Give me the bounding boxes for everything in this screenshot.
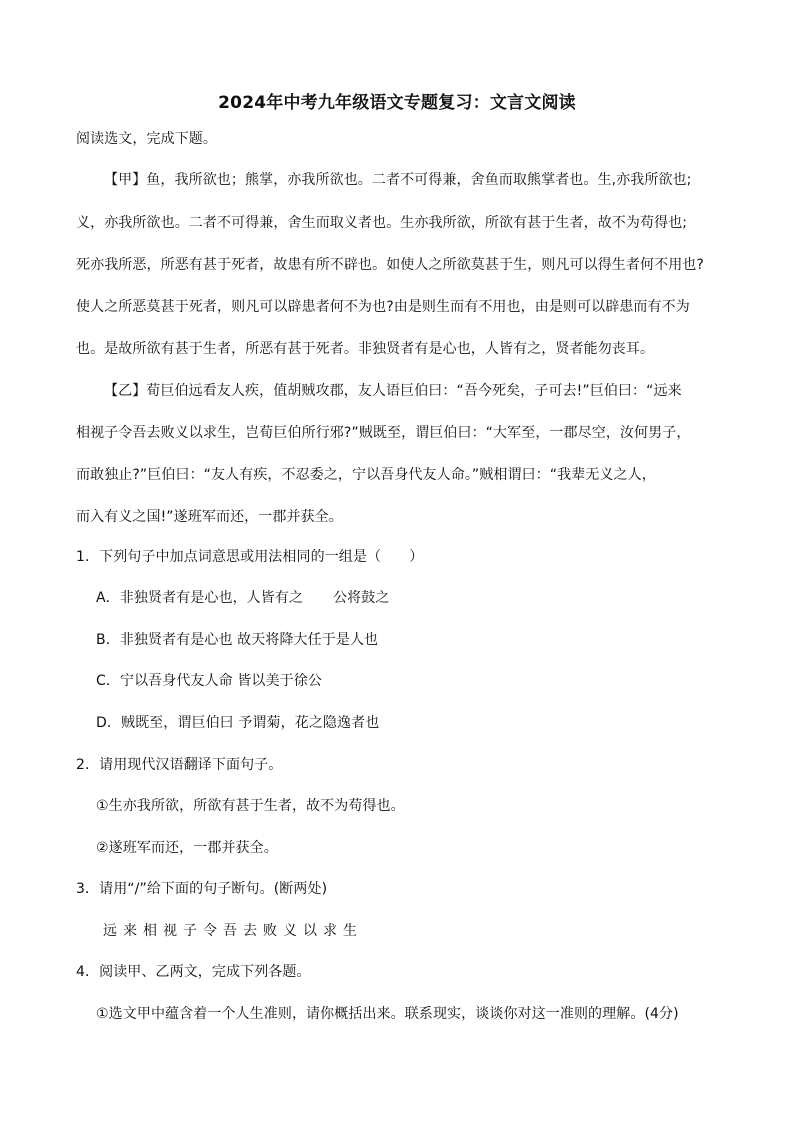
passage-yi-line: 而入有义之国!”遂班军而还，一郡并获全。	[76, 509, 343, 525]
reading-instruction: 阅读选文，完成下题。	[76, 131, 217, 147]
question-2-item-2: ②遂班军而还，一郡并获全。	[96, 840, 278, 856]
passage-yi-line: 相视子令吾去败义以求生，岂荀巨伯所行邪?”贼既至，谓巨伯曰：“大军至，一郡尽空，汝何男子，	[76, 425, 691, 441]
question-1-stem: 1．下列句子中加点词意思或用法相同的一组是（ ）	[76, 549, 424, 565]
passage-yi-line: 【乙】荀巨伯远看友人疾，值胡贼攻郡，友人语巨伯曰：“吾今死矣，子可去!”巨伯曰：“远来	[104, 383, 682, 399]
question-2-item-1: ①生亦我所欲，所欲有甚于生者，故不为苟得也。	[96, 798, 405, 814]
passage-jia-line: 【甲】鱼，我所欲也；熊掌，亦我所欲也。二者不可得兼，舍鱼而取熊掌者也。生,亦我所欲也;	[104, 172, 692, 188]
option-a-left: A．非独贤者有是心也，人皆有之	[96, 590, 304, 606]
passage-jia-line: 义，亦我所欲也。二者不可得兼，舍生而取义者也。生亦我所欲，所欲有甚于生者，故不为苟得也;	[76, 215, 688, 231]
passage-jia-line: 也。是故所欲有甚于生者，所恶有甚于死者。非独贤者有是心也，人皆有之，贤者能勿丧耳。	[76, 341, 655, 357]
question-1-option-a	[96, 588, 746, 608]
question-1-option-b: B．非独贤者有是心也 故天将降大任于是人也	[96, 632, 379, 648]
question-1-option-c: C．宁以吾身代友人命 皆以美于徐公	[96, 673, 322, 689]
question-4-item-1: ①选文甲中蕴含着一个人生准则，请你概括出来。联系现实，谈谈你对这一准则的理解。(4分)	[96, 1006, 679, 1022]
passage-jia-line: 死亦我所恶，所恶有甚于死者，故患有所不辟也。如使人之所欲莫甚于生，则凡可以得生者何不用也?	[76, 257, 704, 273]
question-3-sentence: 远来相视子令吾去败义以求生	[103, 923, 363, 939]
passage-yi-line: 而敢独止?”巨伯曰：“友人有疾，不忍委之，宁以吾身代友人命。”贼相谓曰：“我辈无义之人，	[76, 467, 656, 483]
passage-jia-line: 使人之所恶莫甚于死者，则凡可以辟患者何不为也?由是则生而有不用也，由是则可以辟患而有不为	[76, 299, 690, 315]
question-2-stem: 2．请用现代汉语翻译下面句子。	[76, 757, 283, 773]
document-title: 2024年中考九年级语文专题复习：文言文阅读	[218, 93, 576, 113]
question-1-option-d: D．贼既至，谓巨伯曰 予谓菊，花之隐逸者也	[96, 715, 380, 731]
question-4-stem: 4．阅读甲、乙两文，完成下列各题。	[76, 964, 311, 980]
question-3-stem: 3．请用“/”给下面的句子断句。(断两处)	[76, 881, 328, 897]
option-a-right: 公将鼓之	[333, 590, 390, 606]
